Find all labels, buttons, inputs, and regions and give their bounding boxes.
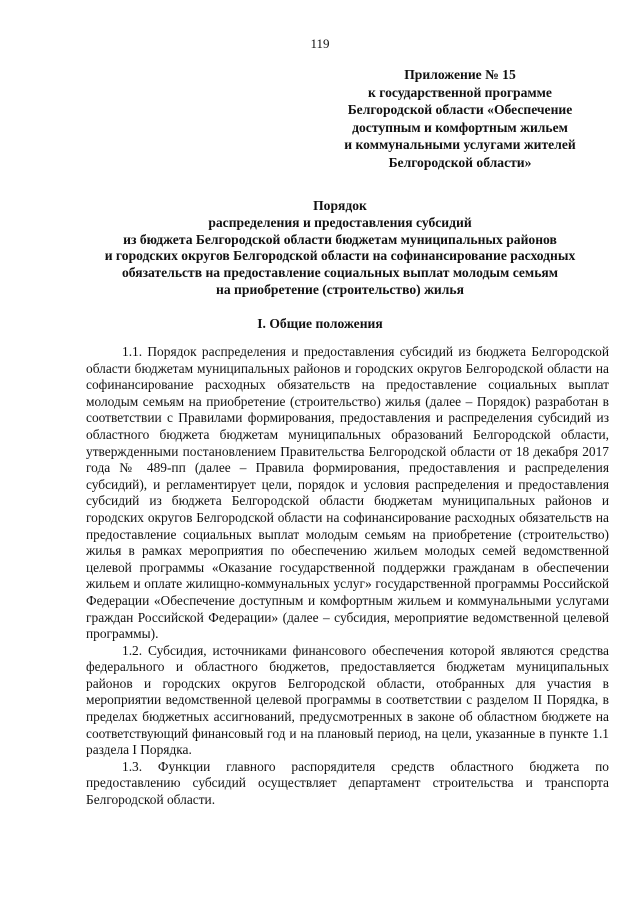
title-line: обязательств на предоставление социальных выплат молодым семьям — [121, 265, 558, 281]
page-number: 119 — [310, 36, 330, 51]
paragraph-1-2: 1.2. Субсидия, источниками финансового обеспечения которой являются средства федерального и областного бюджетов, предоставляется бюджетам муниципальных районов и городских округов Белгородской области, отобранных для участия в мероприятии ведомственной целевой программы в соответствии с разделом II Порядка, в пределах бюджетных ассигнований, предусмотренных в законе об областном бюджете на соответствующий финансовый год и на плановый период, на цели, указанные в пункте 1.1 раздела I Порядка. — [86, 642, 609, 758]
appendix-line: к государственной программе — [368, 84, 552, 100]
document-title — [78, 198, 602, 299]
appendix-line: и коммунальными услугами жителей — [344, 137, 576, 152]
title-line: Порядок — [313, 198, 367, 213]
title-line: и городских округов Белгородской области на софинансирование расходных — [104, 248, 576, 264]
title-line: из бюджета Белгородской области бюджетам муниципальных районов — [123, 231, 557, 247]
paragraph-1-3: 1.3. Функции главного распорядителя средств областного бюджета по предоставлению субсидий осуществляет департамент строительства и транспорта Белгородской области. — [86, 758, 609, 808]
title-line: распределения и предоставления субсидий — [208, 214, 472, 230]
appendix-line: Приложение № 15 — [404, 67, 516, 82]
document-body — [86, 344, 609, 809]
appendix-line: Белгородской области «Обеспечение — [347, 102, 573, 117]
paragraph-1-1: 1.1. Порядок распределения и предоставления субсидий из бюджета Белгородской области бюджетам муниципальных районов и городских округов Белгородской области на софинансирование расходных обязательств на предоставление социальных выплат молодым семьям на приобретение (строительство) жилья (далее – Порядок) разработан в соответствии с Правилами формирования, предоставления и распределения субсидий из областного бюджета бюджетам муниципальных образований Белгородской области, утвержденными постановлением Правительства Белгородской области от 18 декабря 2017 года № 489-пп (далее – Правила формирования, предоставления и распределения субсидий), и регламентирует цели, порядок и условия распределения и предоставления субсидий из бюджета Белгородской области бюджетам муниципальных районов и городских округов Белгородской области на софинансирование расходных обязательств на предоставление социальных выплат молодым семьям на приобретение (строительство) жилья в рамках мероприятия по обеспечению жильем молодых семей ведомственной целевой программы «Оказание государственной поддержки гражданам в обеспечении жильем и оплате жилищно-коммунальных услуг» государственной программы Российской Федерации «Обеспечение доступным и комфортным жильем и коммунальными услугами граждан Российской Федерации» (далее – субсидия, мероприятие ведомственной целевой программы). — [86, 344, 609, 642]
section-heading: I. Общие положения — [257, 316, 383, 331]
title-line: на приобретение (строительство) жилья — [216, 281, 464, 297]
appendix-header — [318, 66, 602, 171]
appendix-line: Белгородской области» — [388, 154, 532, 170]
appendix-line: доступным и комфортным жильем — [352, 119, 568, 135]
